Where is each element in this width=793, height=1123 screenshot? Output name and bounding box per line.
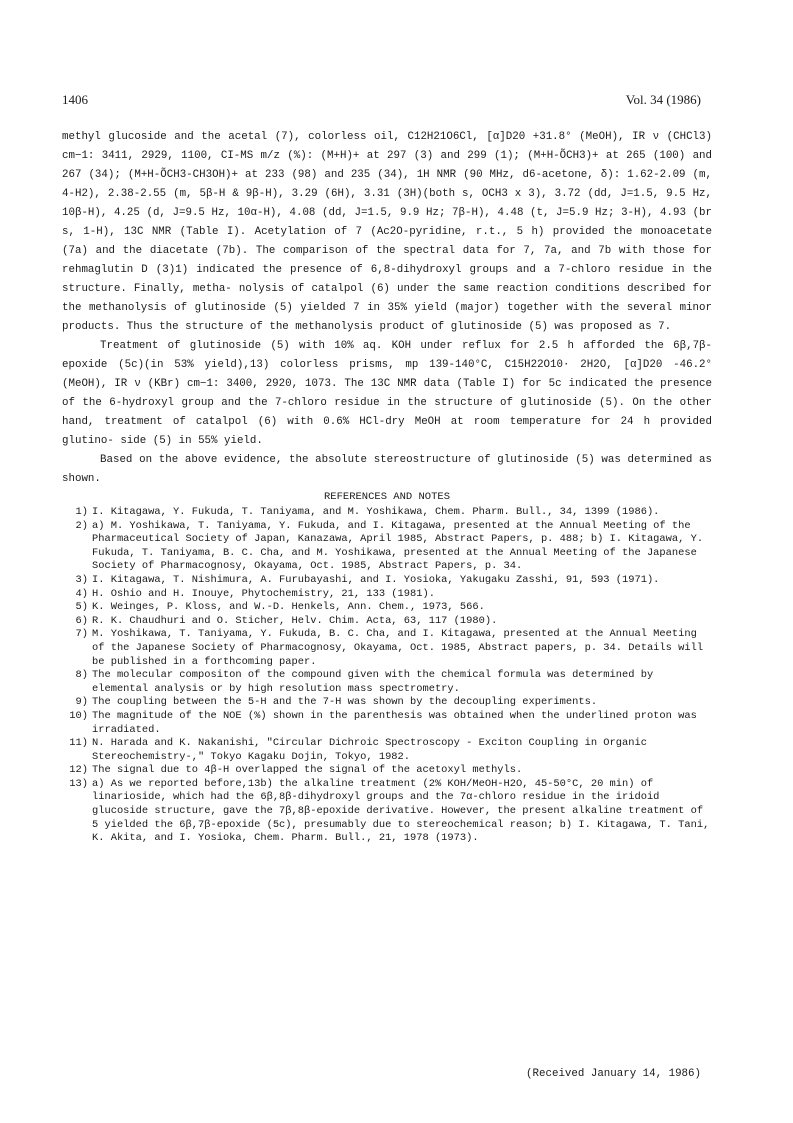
reference-text: The magnitude of the NOE (%) shown in the parenthesis was obtained when the underlined proton was irradiated. <box>92 709 697 736</box>
reference-text: a) As we reported before,13b) the alkaline treatment (2% KOH/MeOH-H2O, 45-50°C, 20 min) of linarioside, which had the 6β,8β-dihydroxyl groups and the 7α-chloro residue in the iridoid glucoside structure, gave the 7β,8β-epoxide derivative. However, the present alkaline treatment of 5 yielded the 6β,7β-epoxide (5c), presumably due to stereochemical reason; b) I. Kitagawa, T. Tani, K. Akita, and I. Yosioka, Chem. Pharm. Bull., 21, 1978 (1973). <box>92 777 710 845</box>
text-line: residue in the structure of glutinoside (5). On the other hand, treatment of <box>62 397 712 428</box>
paragraph-1 <box>62 128 712 337</box>
reference-text: I. Kitagawa, T. Nishimura, A. Furubayashi, and I. Yosioka, Yakugaku Zasshi, 91, 593 (1971). <box>92 573 660 586</box>
text-line: 2H2O, [α]D20 -46.2° (MeOH), IR ν (KBr) cm−1: 3400, 2920, 1073. The 13C NMR data <box>62 359 713 390</box>
paragraph-2 <box>62 337 712 451</box>
reference-number: 7) <box>75 628 88 641</box>
reference-text: I. Kitagawa, Y. Fukuda, T. Taniyama, and M. Yoshikawa, Chem. Pharm. Bull., 34, 1399 (1986). <box>92 506 660 518</box>
reference-item <box>62 778 712 846</box>
reference-number: 4) <box>75 587 88 600</box>
page-number: 1406 <box>62 92 88 107</box>
text-line: 3.29 (6H), 3.31 (3H)(both s, OCH3 x 3), 3.72 (dd, J=1.5, 9.5 Hz, 10β-H), 4.25 (d, <box>62 188 713 219</box>
reference-item <box>62 710 712 737</box>
text-line: J=9.5 Hz, 10α-H), 4.08 (dd, J=1.5, 9.9 Hz; 7β-H), 4.48 (t, J=5.9 Hz; 3-H), 4.93 (br <box>172 207 713 219</box>
text-line: methanolysis of glutinoside (5) yielded 7 in 35% yield (major) together with the <box>88 302 620 314</box>
reference-item <box>62 506 712 520</box>
text-line: side (5) in 55% yield. <box>120 435 263 447</box>
text-line: 1H NMR (90 MHz, d6-acetone, δ): 1.62-2.09 (m, 4-H2), 2.38-2.55 (m, 5β-H & 9β-H), <box>62 169 712 200</box>
text-line: methyl glucoside and the acetal (7), colorless oil, C12H21O6Cl, [α]D20 +31.8° (MeOH), <box>62 131 625 143</box>
reference-text: The molecular compositon of the compound given with the chemical formula was determined by elemental analysis or by high resolution mass spectrometry. <box>92 669 654 695</box>
reference-number: 12) <box>69 764 88 777</box>
reference-item <box>62 615 712 629</box>
text-line: the monoacetate (7a) and the diacetate (7b). The comparison of the spectral data <box>62 226 712 257</box>
references-list <box>62 506 712 846</box>
reference-number: 9) <box>75 696 88 709</box>
text-line: glutinoside (5) was proposed as 7. <box>450 321 672 333</box>
reference-text: R. K. Chaudhuri and O. Sticher, Helv. Chim. Acta, 63, 117 (1980). <box>92 614 498 627</box>
text-line: (Table I) for 5c indicated the presence of the 6-hydroxyl group and the 7-chloro <box>62 378 713 409</box>
text-line: several minor products. Thus the structure of the methanolysis product of <box>62 302 712 333</box>
text-line: s, 1-H), 13C NMR (Table I). Acetylation of 7 (Ac2O-pyridine, r.t., 5 h) provided <box>62 226 605 238</box>
text-line: nolysis of catalpol (6) under the same reaction conditions described for the <box>62 283 712 314</box>
reference-item <box>62 574 712 588</box>
reference-item <box>62 520 712 574</box>
reference-number: 11) <box>69 737 88 750</box>
reference-text: K. Weinges, P. Kloss, and W.-D. Henkels, Ann. Chem., 1973, 566. <box>92 601 485 614</box>
reference-text: The signal due to 4β-H overlapped the signal of the acetoxyl methyls. <box>92 764 523 777</box>
text-line: (M+H-ÕCH3)+ at 265 (100) and 267 (34); (M+H-ÕCH3-CH3OH)+ at 233 (98) and 235 (34), <box>62 150 713 181</box>
reference-number: 3) <box>75 573 88 586</box>
reference-number: 6) <box>75 614 88 627</box>
text-line: the 6β,7β-epoxide (5c)(in 53% yield),13) colorless prisms, mp 139-140°C, C15H22O10· <box>62 340 713 371</box>
reference-text: The coupling between the 5-H and the 7-H was shown by the decoupling experiments. <box>92 696 598 709</box>
reference-item <box>62 601 712 615</box>
reference-number: 10) <box>69 709 88 722</box>
reference-item <box>62 669 712 696</box>
reference-item <box>62 696 712 710</box>
reference-number: 8) <box>75 669 88 682</box>
reference-item <box>62 737 712 764</box>
reference-item <box>62 588 712 602</box>
article-body <box>62 128 712 846</box>
reference-number: 13) <box>69 777 88 790</box>
reference-item <box>62 764 712 778</box>
reference-text: a) M. Yoshikawa, T. Taniyama, Y. Fukuda, and I. Kitagawa, presented at the Annual Meeting of the Pharmaceutical Society of Japan, Kanazawa, April 1985, Abstract Papers, p. 488; b) I. Kitagawa, Y. Fukuda, T. Taniyama, B. C. Cha, and M. Yoshikawa, presented at the Annual Meeting of the Japanese Society of Pharmacognosy, Okayama, Oct. 1985, Abstract Papers, p. 34. <box>92 519 704 573</box>
text-line: Based on the above evidence, the absolute stereostructure of glutinoside (5) <box>100 454 595 466</box>
reference-number: 1) <box>75 506 88 518</box>
text-line: was determined as shown. <box>62 454 713 485</box>
reference-number: 5) <box>75 601 88 614</box>
reference-text: H. Oshio and H. Inouye, Phytochemistry, 21, 133 (1981). <box>92 587 435 600</box>
paragraph-3 <box>62 451 712 489</box>
reference-item <box>62 628 712 669</box>
text-line: for 7, 7a, and 7b with those for rehmaglutin D (3)1) indicated the presence of <box>62 245 713 276</box>
text-line: IR ν (CHCl3) cm−1: 3411, 2929, 1100, CI-MS m/z (%): (M+H)+ at 297 (3) and 299 (1); <box>62 131 712 162</box>
received-date: (Received January 14, 1986) <box>526 1068 701 1080</box>
text-line: catalpol (6) with 0.6% HCl-dry MeOH at room temperature for 24 h provided glutino- <box>62 416 712 447</box>
text-line: 6,8-dihydroxyl groups and a 7-chloro residue in the structure. Finally, metha- <box>62 264 712 295</box>
volume-label: Vol. 34 (1986) <box>625 92 701 107</box>
reference-text: M. Yoshikawa, T. Taniyama, Y. Fukuda, B. C. Cha, and I. Kitagawa, presented at the Annual Meeting of the Japanese Society of Pharmacognosy, Okayama, Oct. 1985, Abstract papers, p. 34. Details will be published in a forthcoming paper. <box>92 628 704 668</box>
text-line: Treatment of glutinoside (5) with 10% aq. KOH under reflux for 2.5 h afforded <box>100 340 636 352</box>
references-title: REFERENCES AND NOTES <box>323 491 451 503</box>
reference-text: N. Harada and K. Nakanishi, "Circular Dichroic Spectroscopy - Exciton Coupling in Organic Stereochemistry-," Tokyo Kagaku Dojin, Tokyo, 1982. <box>92 737 647 763</box>
reference-number: 2) <box>75 519 88 532</box>
